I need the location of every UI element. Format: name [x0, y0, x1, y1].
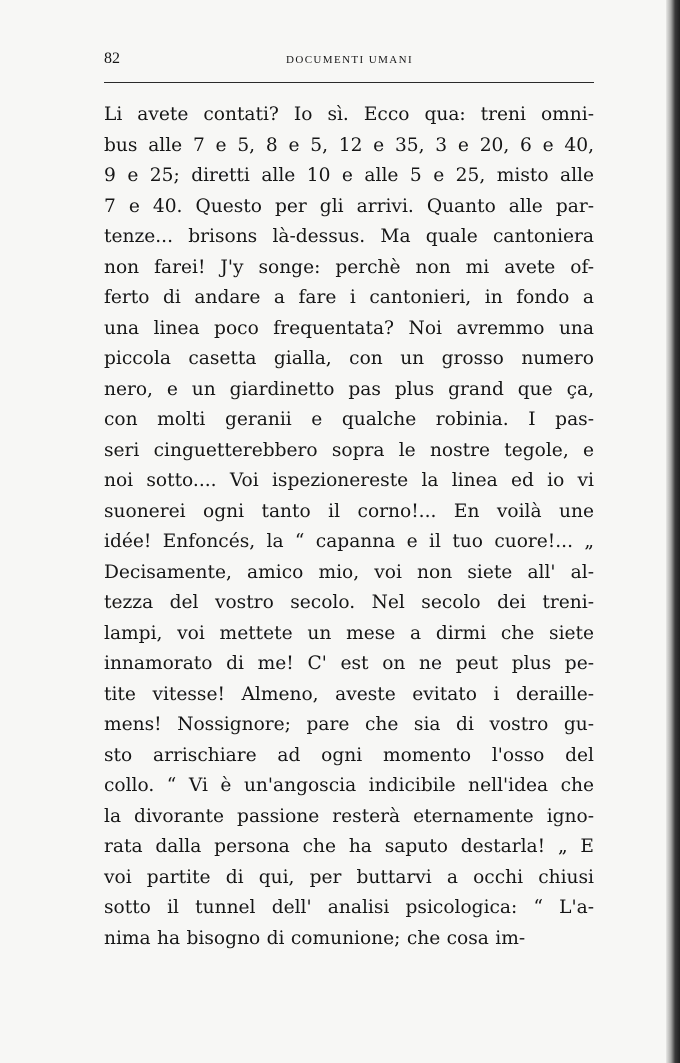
book-spine-shadow — [666, 0, 680, 1063]
text-line: Decisamente, amico mio, voi non siete all' al- — [104, 561, 594, 583]
page-number: 82 — [104, 50, 120, 67]
text-line: mens! Nossignore; pare che sia di vostro gu- — [104, 714, 594, 735]
text-line: sotto il tunnel dell' analisi psicologica: “ L'a- — [104, 897, 594, 918]
text-line: nima ha bisogno di comunione; che cosa im- — [104, 927, 526, 949]
text-line: una linea poco frequentata? Noi avremmo una — [104, 317, 594, 339]
text-line: lampi, voi mettete un mese a dirmi che siete — [104, 622, 594, 644]
text-line: voi partite di qui, per buttarvi a occhi chiusi — [104, 866, 594, 888]
text-line: rata dalla persona che ha saputo destarla! „ E — [104, 836, 594, 857]
text-line: tite vitesse! Almeno, aveste evitato i deraille- — [104, 683, 594, 705]
text-line: 9 e 25; diretti alle 10 e alle 5 e 25, misto alle — [104, 165, 594, 186]
header-rule — [104, 82, 594, 83]
text-line: collo. “ Vi è un'angoscia indicibile nell'idea che — [104, 775, 594, 796]
text-line: piccola casetta gialla, con un grosso numero — [104, 348, 594, 369]
text-line: 7 e 40. Questo per gli arrivi. Quanto alle par- — [104, 195, 594, 217]
body-text — [104, 100, 594, 954]
text-line: non farei! J'y songe: perchè non mi avete of- — [104, 256, 594, 278]
text-line: nero, e un giardinetto pas plus grand que ça, — [104, 378, 594, 400]
text-line: seri cinguetterebbero sopra le nostre tegole, e — [104, 439, 594, 461]
text-line: la divorante passione resterà eternamente igno- — [104, 805, 594, 827]
text-line: bus alle 7 e 5, 8 e 5, 12 e 35, 3 e 20, 6 e 40, — [104, 134, 594, 156]
page-header — [104, 50, 594, 72]
text-line: noi sotto.... Voi ispezionereste la linea ed io vi — [104, 470, 594, 491]
text-line: sto arrischiare ad ogni momento l'osso del — [104, 744, 594, 766]
text-line: con molti geranii e qualche robinia. I pas- — [104, 409, 594, 430]
text-line: idée! Enfoncés, la “ capanna e il tuo cuore!... „ — [104, 531, 594, 552]
text-line: suonerei ogni tanto il corno!... En voilà une — [104, 500, 594, 522]
text-line: tenze... brisons là-dessus. Ma quale cantoniera — [104, 226, 594, 247]
text-line: Li avete contati? Io sì. Ecco qua: treni omni- — [104, 104, 594, 125]
text-line: innamorato di me! C' est on ne peut plus pe- — [104, 653, 594, 674]
running-title: DOCUMENTI UMANI — [286, 54, 414, 66]
text-line: ferto di andare a fare i cantonieri, in fondo a — [104, 287, 594, 308]
text-line: tezza del vostro secolo. Nel secolo dei treni- — [104, 592, 594, 613]
